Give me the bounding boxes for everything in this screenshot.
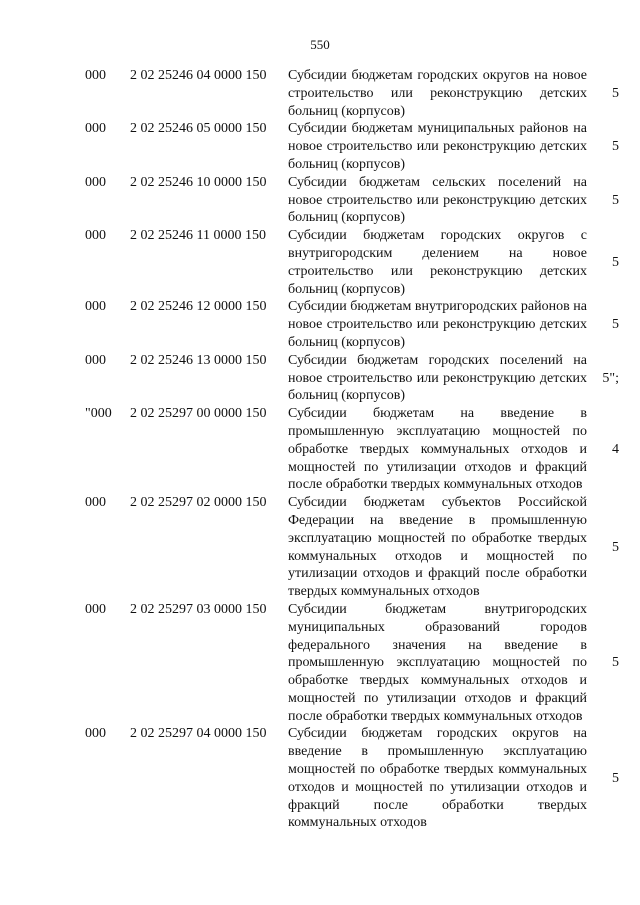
table-row: [85, 352, 625, 405]
admin-code-cell: 000: [85, 352, 106, 368]
income-name-cell: Субсидии бюджетам городских поселений на новое строительство или реконструкцию детских больниц (корпусов): [288, 352, 587, 404]
admin-code-cell: 000: [85, 121, 106, 137]
budget-code-cell: 2 02 25297 03 0000 150: [130, 601, 267, 617]
table-row: [85, 298, 625, 351]
table-row: [85, 725, 625, 832]
table-row: [85, 120, 625, 173]
norm-cell: 5: [612, 192, 619, 208]
income-name-cell: Субсидии бюджетам муниципальных районов на новое строительство или реконструкцию детских больниц (корпусов): [288, 121, 587, 172]
norm-cell: 5: [612, 85, 619, 101]
income-name-cell: Субсидии бюджетам внутригородских муниципальных образований городов федерального значения на введение в промышленную эксплуатацию мощностей по обработке твердых коммунальных отходов и мощностей по утилизации отходов и фракций после обработки твердых коммунальных отходов: [288, 601, 587, 724]
budget-code-cell: 2 02 25297 04 0000 150: [130, 726, 267, 742]
admin-code-cell: 000: [85, 601, 106, 617]
income-name-cell: Субсидии бюджетам городских округов на введение в промышленную эксплуатацию мощностей по обработке твердых коммунальных отходов и мощностей по утилизации отходов и фракций после обработки твердых коммунальных отходов: [288, 726, 587, 831]
norm-cell: 5: [612, 770, 619, 786]
table-row: [85, 405, 625, 494]
admin-code-cell: 000: [85, 299, 106, 315]
income-name-cell: Субсидии бюджетам сельских поселений на новое строительство или реконструкцию детских больниц (корпусов): [288, 174, 587, 226]
budget-code-cell: 2 02 25246 12 0000 150: [130, 299, 267, 315]
budget-code-cell: 2 02 25297 00 0000 150: [130, 406, 267, 422]
table-row: [85, 494, 625, 601]
budget-code-cell: 2 02 25246 04 0000 150: [130, 68, 267, 83]
budget-codes-table: [85, 67, 625, 832]
admin-code-cell: 000: [85, 726, 106, 742]
admin-code-cell: 000: [85, 68, 106, 83]
norm-cell: 5";: [602, 370, 619, 386]
norm-cell: 5: [612, 139, 619, 155]
income-name-cell: Субсидии бюджетам на введение в промышленную эксплуатацию мощностей по обработке твердых коммунальных отходов и мощностей по утилизации отходов и фракций после обработки твердых коммунальных отходов: [288, 406, 587, 493]
admin-code-cell: 000: [85, 495, 106, 511]
admin-code-cell: 000: [85, 228, 106, 244]
admin-code-cell: "000: [85, 406, 112, 422]
budget-code-cell: 2 02 25246 11 0000 150: [130, 228, 266, 244]
page-number: 550: [310, 37, 330, 52]
norm-cell: 5: [612, 655, 619, 671]
income-name-cell: Субсидии бюджетам городских округов на новое строительство или реконструкцию детских больниц (корпусов): [288, 68, 587, 119]
norm-cell: 5: [612, 317, 619, 333]
table-row: [85, 601, 625, 726]
budget-code-cell: 2 02 25246 13 0000 150: [130, 352, 267, 368]
budget-code-cell: 2 02 25246 10 0000 150: [130, 174, 267, 190]
norm-cell: 4: [612, 441, 619, 457]
norm-cell: 5: [612, 254, 619, 270]
budget-code-cell: 2 02 25297 02 0000 150: [130, 495, 267, 511]
income-name-cell: Субсидии бюджетам городских округов с внутригородским делением на новое строительство или реконструкцию детских больниц (корпусов): [288, 228, 587, 297]
norm-cell: 5: [612, 539, 619, 555]
income-name-cell: Субсидии бюджетам субъектов Российской Федерации на введение в промышленную эксплуатацию мощностей по обработке твердых коммунальных отходов и мощностей по утилизации отходов и фракций после обработки твердых коммунальных отходов: [288, 495, 587, 600]
income-name-cell: Субсидии бюджетам внутригородских районов на новое строительство или реконструкцию детских больниц (корпусов): [288, 299, 587, 350]
table-row: [85, 227, 625, 298]
table-row: [85, 67, 625, 120]
admin-code-cell: 000: [85, 174, 106, 190]
table-row: [85, 174, 625, 227]
budget-code-cell: 2 02 25246 05 0000 150: [130, 121, 267, 137]
